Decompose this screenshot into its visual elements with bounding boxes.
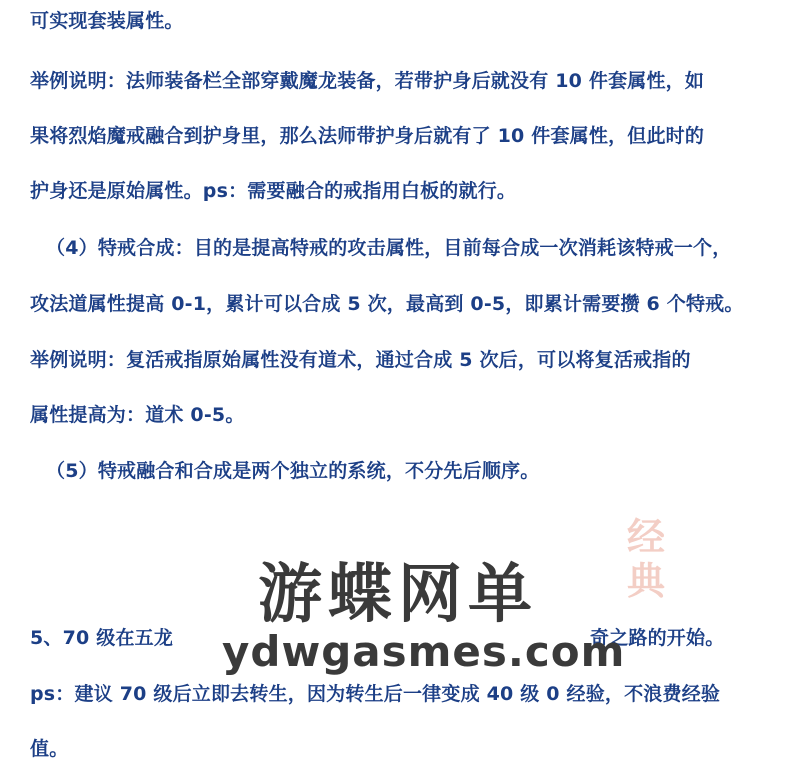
text-line-1: 可实现套装属性。 — [30, 10, 184, 32]
text-line-4: 护身还是原始属性。ps：需要融合的戒指用白板的就行。 — [30, 180, 517, 202]
text-line-9: （5）特戒融合和合成是两个独立的系统，不分先后顺序。 — [46, 460, 540, 482]
text-line-6: 攻法道属性提高 0-1，累计可以合成 5 次，最高到 0-5，即累计需要攒 6 个特戒。 — [30, 293, 744, 315]
text-line-7: 举例说明：复活戒指原始属性没有道术，通过合成 5 次后，可以将复活戒指的 — [30, 349, 691, 371]
brand-watermark-en: ydwgasmes.com — [222, 627, 626, 676]
seal-char-2: 典 — [626, 558, 665, 603]
text-line-5: （4）特戒合成：目的是提高特戒的攻击属性，目前每合成一次消耗该特戒一个， — [46, 237, 732, 259]
text-line-12: 值。 — [30, 738, 69, 760]
text-line-10-tail: 奇之路的开始。 — [590, 627, 725, 649]
text-line-2: 举例说明：法师装备栏全部穿戴魔龙装备，若带护身后就没有 10 件套属性，如 — [30, 70, 705, 92]
brand-watermark-cn: 游蝶网单 — [258, 558, 538, 632]
text-line-3: 果将烈焰魔戒融合到护身里，那么法师带护身后就有了 10 件套属性，但此时的 — [30, 125, 705, 147]
seal-watermark — [618, 515, 674, 607]
text-line-10: 5、70 级在五龙 — [30, 627, 174, 649]
text-line-8: 属性提高为：道术 0-5。 — [30, 404, 245, 426]
seal-char-1: 经 — [626, 514, 665, 559]
text-line-11: ps：建议 70 级后立即去转生，因为转生后一律变成 40 级 0 经验，不浪费经验 — [30, 683, 721, 705]
